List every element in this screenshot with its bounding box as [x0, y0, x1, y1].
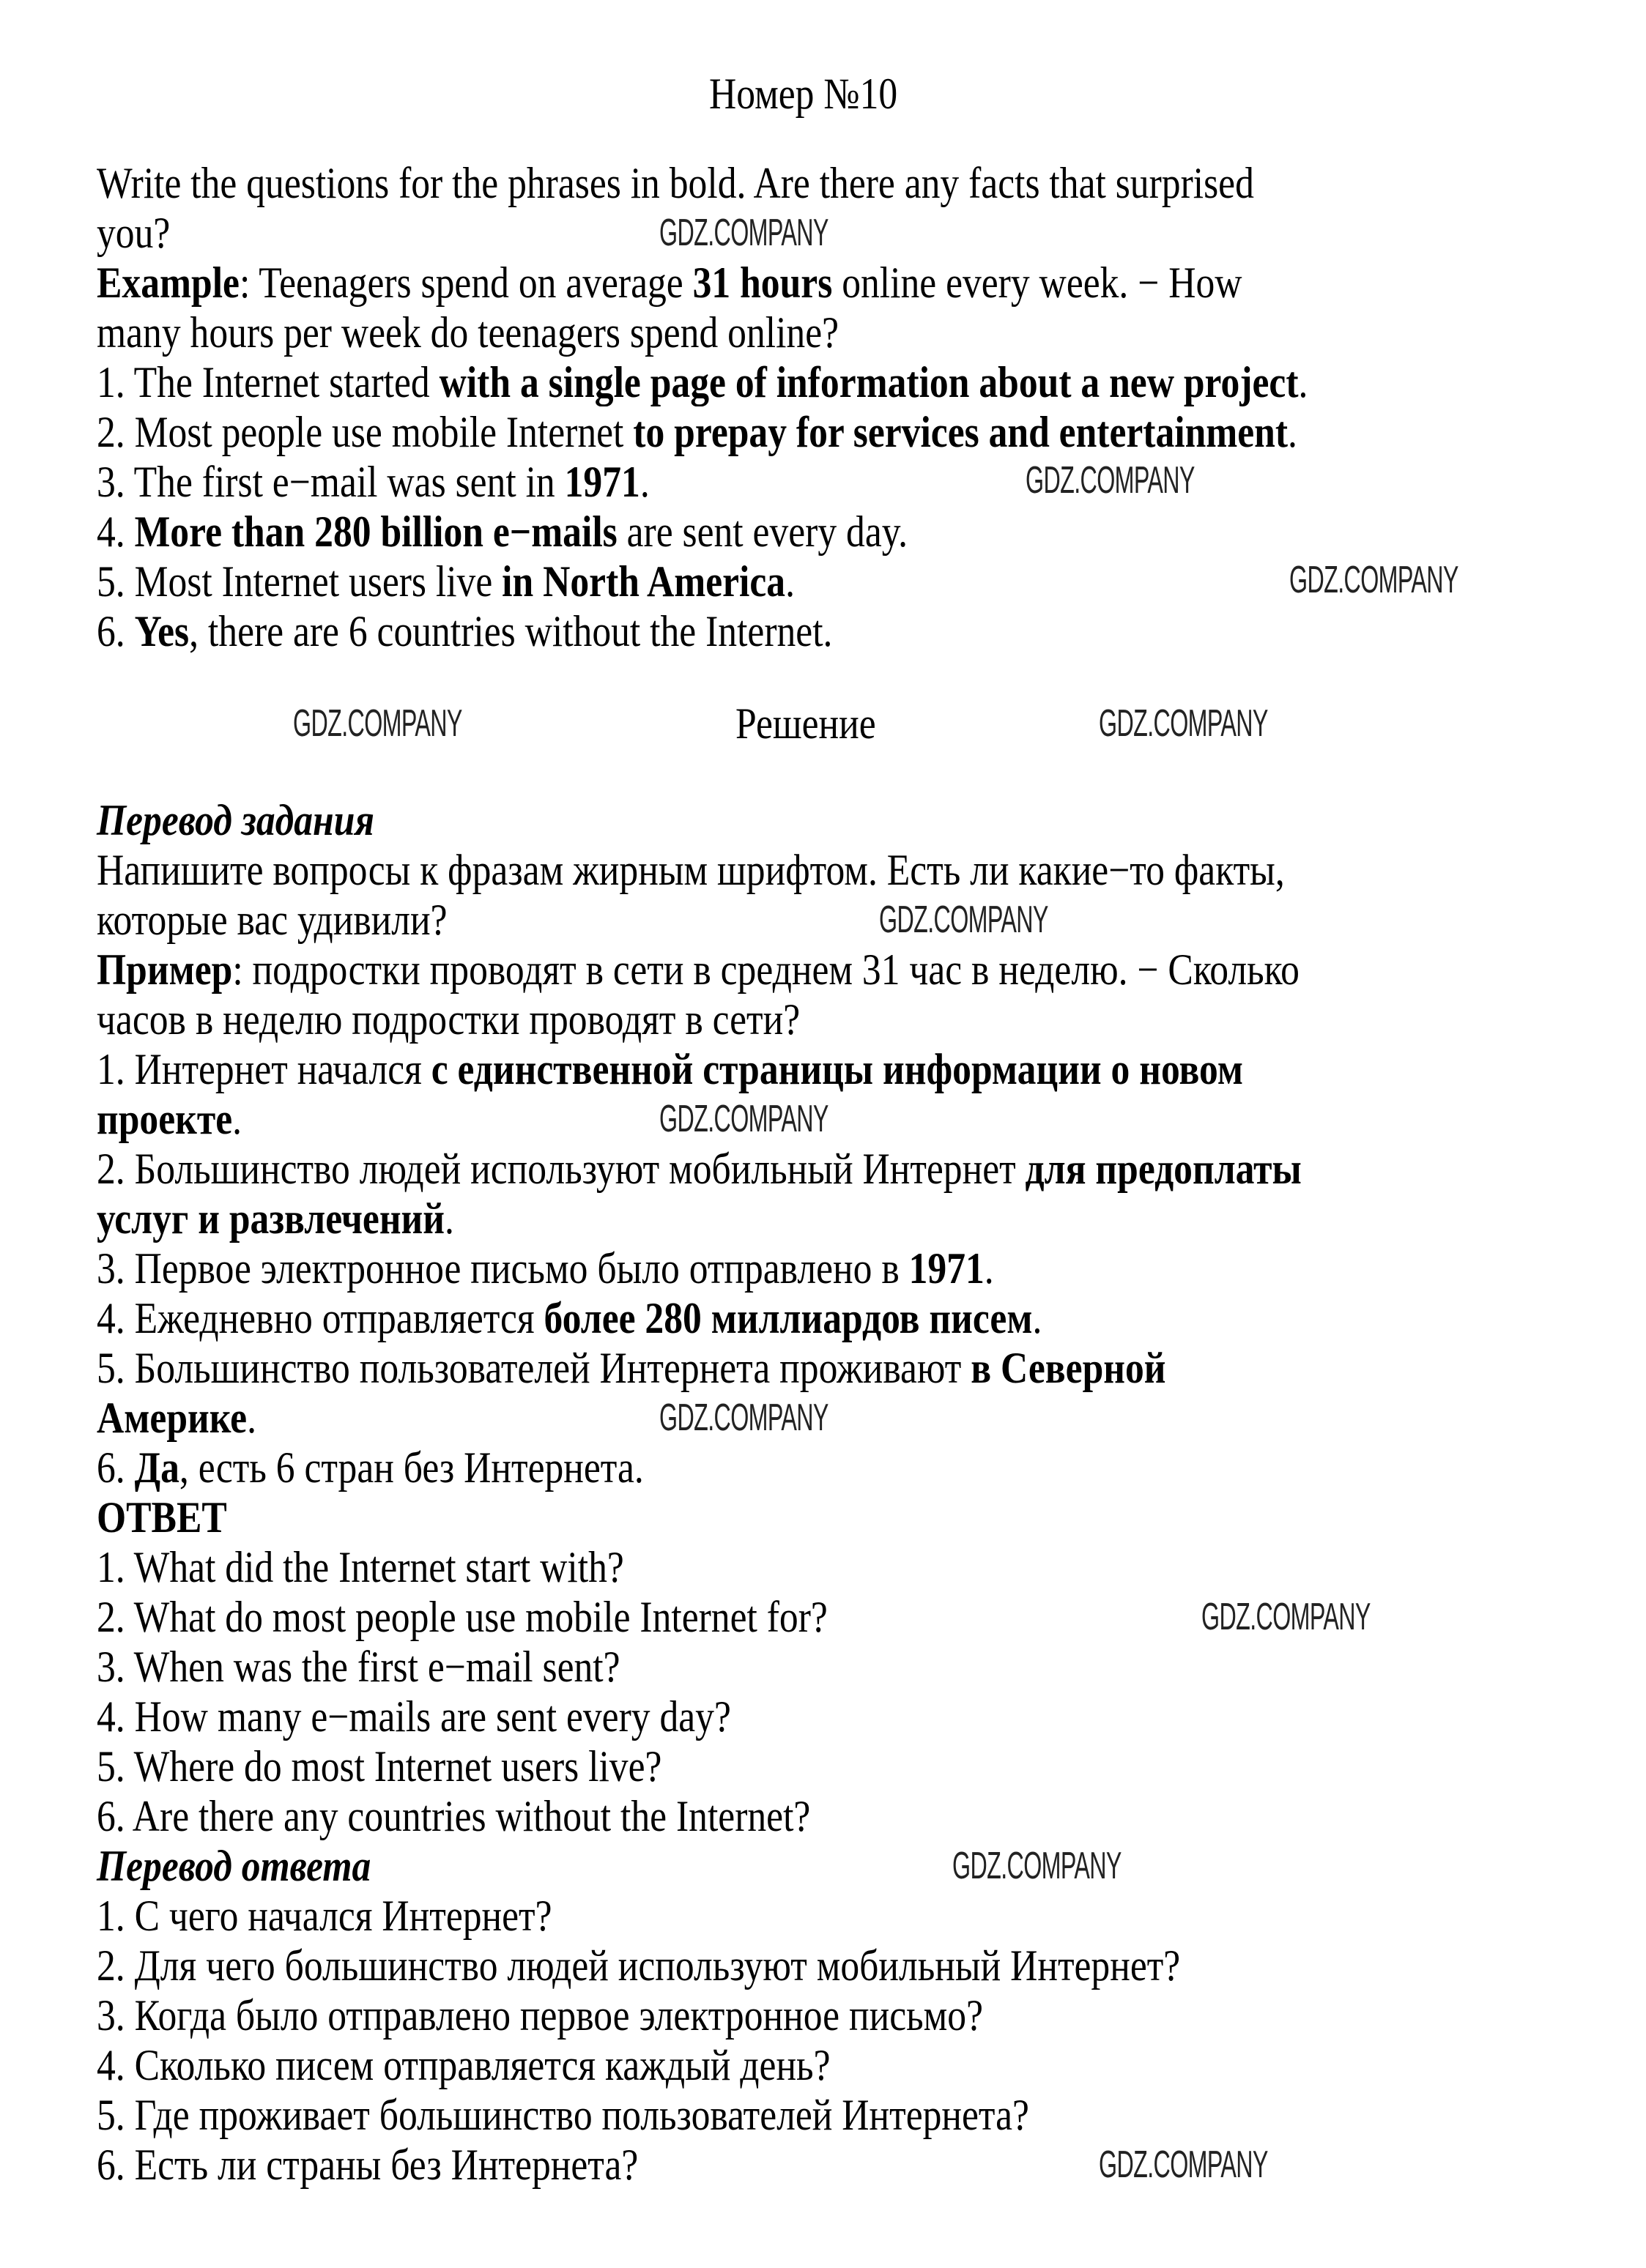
bold-phrase: to prepay for services and entertainment — [633, 408, 1289, 456]
solution-line — [97, 1791, 810, 1841]
text-segment: . — [1298, 358, 1308, 406]
text-segment: 3. The first e−mail was sent in — [97, 458, 565, 506]
watermark: GDZ.COMPANY — [293, 702, 462, 745]
text-segment: . — [640, 458, 650, 506]
solution-line — [97, 1194, 454, 1243]
bold-phrase: More than 280 billion e−mails — [134, 507, 618, 556]
watermark: GDZ.COMPANY — [952, 1845, 1122, 1887]
solution-line — [97, 1941, 1180, 1990]
text-segment: 5. Most Internet users live — [97, 557, 503, 606]
text-segment: 4. Ежедневно отправляется — [97, 1294, 544, 1342]
solution-line — [97, 994, 800, 1044]
text-segment: 4. How many e−mails are sent every day? — [97, 1692, 731, 1741]
bold-phrase: 1971 — [908, 1244, 985, 1293]
text-segment: 6. Есть ли страны без Интернета? — [97, 2141, 639, 2189]
task-line — [97, 606, 832, 656]
bold-phrase: в Северной — [971, 1344, 1166, 1392]
bold-phrase: with a single page of information about a new project — [439, 358, 1299, 406]
solution-line — [97, 1393, 256, 1443]
task-line — [97, 258, 1242, 308]
task-line — [97, 308, 839, 357]
bold-phrase: 1971 — [564, 458, 640, 506]
task-line — [97, 158, 1254, 208]
solution-line — [97, 1144, 1302, 1194]
solution-line — [97, 1592, 828, 1642]
solution-line — [97, 1094, 242, 1144]
watermark: GDZ.COMPANY — [659, 1397, 828, 1439]
bold-phrase: проекте — [97, 1095, 233, 1143]
solution-line — [97, 845, 1285, 895]
text-segment: 1. What did the Internet start with? — [97, 1543, 624, 1591]
solution-line — [97, 795, 374, 845]
text-segment: 6. Are there any countries without the Internet? — [97, 1792, 811, 1840]
solution-line — [97, 1044, 1243, 1094]
bold-phrase: Да — [134, 1443, 179, 1492]
bold-phrase: услуг и развлечений — [97, 1194, 445, 1243]
watermark: GDZ.COMPANY — [659, 1098, 828, 1140]
text-segment: Write the questions for the phrases in bold. Are there any facts that surprised — [97, 159, 1254, 207]
task-line — [97, 507, 908, 557]
watermark: GDZ.COMPANY — [659, 212, 828, 254]
solution-line — [97, 895, 448, 945]
bold-phrase: Перевод задания — [97, 796, 374, 844]
solution-line — [97, 2140, 638, 2190]
watermark: GDZ.COMPANY — [1099, 2144, 1268, 2186]
page-title: Номер №10 — [709, 70, 898, 118]
text-segment: 2. Most people use mobile Internet — [97, 408, 634, 456]
bold-phrase: Америке — [97, 1394, 248, 1442]
text-segment: . — [1032, 1294, 1042, 1342]
solution-line — [97, 1841, 371, 1891]
solution-line — [97, 2040, 830, 2090]
text-segment: 2. What do most people use mobile Internet for? — [97, 1593, 828, 1641]
solution-line — [97, 1692, 731, 1741]
text-segment: 6. — [97, 1443, 135, 1492]
text-segment: 1. The Internet started — [97, 358, 440, 406]
text-segment: которые вас удивили? — [97, 896, 448, 944]
bold-phrase: Перевод ответа — [97, 1842, 371, 1890]
text-segment: 4. — [97, 507, 135, 556]
watermark: GDZ.COMPANY — [1099, 702, 1268, 745]
text-segment: many hours per week do teenagers spend online? — [97, 308, 839, 357]
task-line — [97, 407, 1297, 457]
solution-line — [97, 1343, 1166, 1393]
bold-phrase: 31 hours — [692, 259, 833, 307]
bold-phrase: ОТВЕТ — [97, 1493, 227, 1542]
text-segment: . — [1288, 408, 1297, 456]
solution-line — [97, 1243, 994, 1293]
text-segment: 3. Когда было отправлено первое электронное письмо? — [97, 1991, 983, 2040]
bold-phrase: Yes — [134, 607, 190, 655]
text-segment: . — [247, 1394, 256, 1442]
text-segment: . — [984, 1244, 994, 1293]
solution-heading: Решение — [735, 699, 876, 748]
text-segment: часов в неделю подростки проводят в сети? — [97, 995, 801, 1044]
text-segment: 1. С чего начался Интернет? — [97, 1892, 552, 1940]
text-segment: . — [445, 1194, 454, 1243]
task-line — [97, 357, 1308, 407]
text-segment: Напишите вопросы к фразам жирным шрифтом. Есть ли какие−то факты, — [97, 846, 1285, 894]
text-segment: are sent every day. — [617, 507, 908, 556]
bold-phrase: более 280 миллиардов писем — [544, 1294, 1033, 1342]
solution-line — [97, 1492, 227, 1542]
watermark: GDZ.COMPANY — [1026, 459, 1195, 502]
text-segment: . — [785, 557, 796, 606]
bold-phrase: для предоплаты — [1025, 1145, 1302, 1193]
text-segment: , there are 6 countries without the Internet. — [189, 607, 833, 655]
text-segment: 2. Для чего большинство людей используют мобильный Интернет? — [97, 1941, 1181, 1990]
watermark: GDZ.COMPANY — [879, 899, 1048, 941]
text-segment: 5. Where do most Internet users live? — [97, 1742, 662, 1791]
watermark: GDZ.COMPANY — [1289, 559, 1458, 601]
text-segment: . — [232, 1095, 242, 1143]
watermark: GDZ.COMPANY — [1201, 1596, 1371, 1638]
text-segment: 1. Интернет начался — [97, 1045, 431, 1093]
text-segment: 4. Сколько писем отправляется каждый день? — [97, 2041, 831, 2089]
text-segment: 3. When was the first e−mail sent? — [97, 1643, 620, 1691]
bold-phrase: Пример — [97, 945, 233, 994]
text-segment: , есть 6 стран без Интернета. — [179, 1443, 644, 1492]
solution-line — [97, 2090, 1029, 2140]
solution-line — [97, 1293, 1042, 1343]
solution-line — [97, 1891, 552, 1941]
text-segment: online every week. − How — [832, 259, 1242, 307]
solution-line — [97, 1990, 983, 2040]
solution-line — [97, 1741, 661, 1791]
bold-phrase: с единственной страницы информации о новом — [431, 1045, 1243, 1093]
text-segment: : подростки проводят в сети в среднем 31 час в неделю. − Сколько — [232, 945, 1300, 994]
text-segment: 5. Где проживает большинство пользователей Интернета? — [97, 2091, 1029, 2139]
text-segment: 6. — [97, 607, 135, 655]
task-line — [97, 208, 170, 258]
solution-line — [97, 1642, 620, 1692]
text-segment: 2. Большинство людей используют мобильный Интернет — [97, 1145, 1026, 1193]
text-segment: : Teenagers spend on average — [239, 259, 693, 307]
text-segment: you? — [97, 209, 171, 257]
bold-phrase: Example — [97, 259, 240, 307]
task-line — [97, 557, 795, 606]
solution-line — [97, 1542, 624, 1592]
text-segment: 3. Первое электронное письмо было отправлено в — [97, 1244, 909, 1293]
solution-line — [97, 1443, 644, 1492]
solution-line — [97, 945, 1300, 994]
bold-phrase: in North America — [502, 557, 786, 606]
task-line — [97, 457, 650, 507]
text-segment: 5. Большинство пользователей Интернета проживают — [97, 1344, 971, 1392]
